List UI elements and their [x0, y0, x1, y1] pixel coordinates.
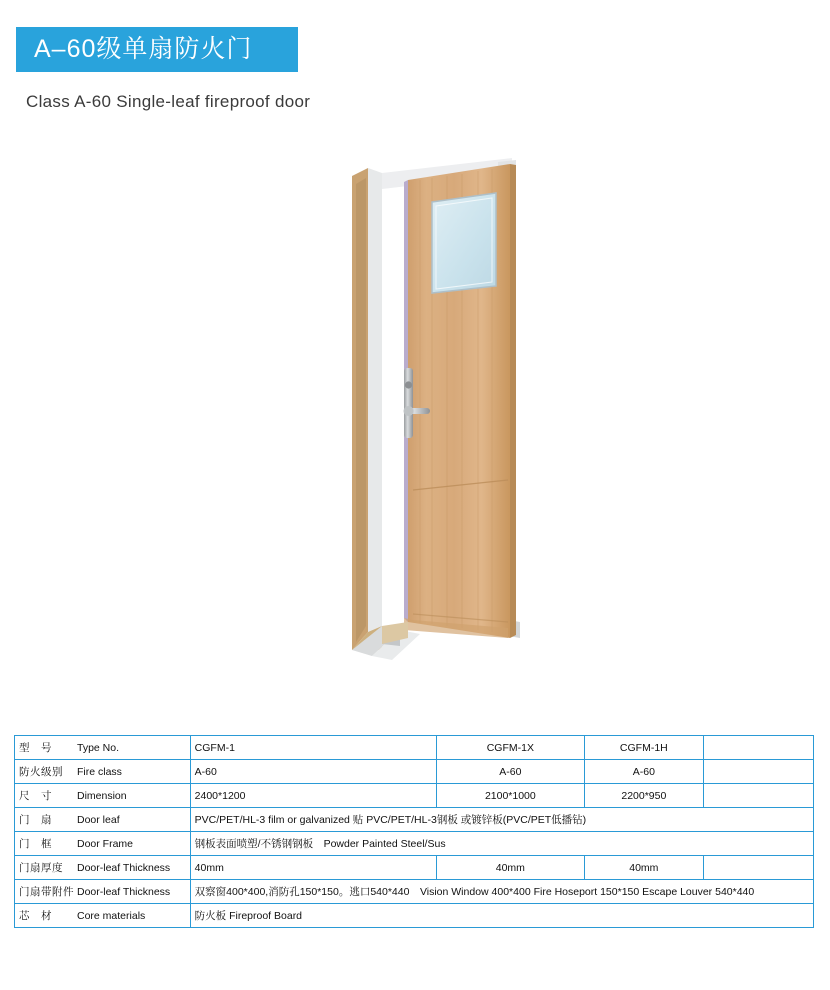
row-label	[15, 856, 191, 880]
row-label-en: Core materials	[77, 910, 146, 922]
cell-value: CGFM-1	[190, 736, 436, 760]
door-frame-left	[352, 168, 382, 650]
row-label-en: Fire class	[77, 766, 122, 778]
row-label	[15, 760, 191, 784]
row-label-cn: 防火级别	[19, 766, 63, 778]
row-label-en: Door-leaf Thickness	[77, 862, 171, 874]
cell-value: 双察窗400*400,消防孔150*150。逃口540*440 Vision Window 400*400 Fire Hoseport 150*150 Escape Louver 540*440	[190, 880, 813, 904]
row-label-en: Door-leaf Thickness	[77, 886, 171, 898]
row-label-cn: 门扇带附件	[19, 886, 74, 898]
cell-value: 40mm	[585, 856, 703, 880]
table-row	[15, 784, 814, 808]
cell-value: 2100*1000	[436, 784, 585, 808]
row-label-cn: 芯 材	[19, 910, 52, 922]
vision-window	[432, 193, 496, 293]
cell-value: 2200*950	[585, 784, 703, 808]
page-title: A–60级单扇防火门	[34, 35, 253, 63]
row-label	[15, 880, 191, 904]
cell-value	[703, 784, 813, 808]
cell-value	[703, 856, 813, 880]
row-label	[15, 808, 191, 832]
table-row	[15, 760, 814, 784]
cell-value: CGFM-1H	[585, 736, 703, 760]
page-subtitle: Class A-60 Single-leaf fireproof door	[26, 92, 311, 111]
cell-value: A-60	[436, 760, 585, 784]
row-label	[15, 904, 191, 928]
row-label-cn: 型 号	[19, 742, 52, 754]
row-label-en: Dimension	[77, 790, 127, 802]
table-row	[15, 856, 814, 880]
table-row	[15, 904, 814, 928]
row-label	[15, 784, 191, 808]
table-row	[15, 808, 814, 832]
cell-value	[703, 760, 813, 784]
table-row	[15, 832, 814, 856]
cell-value	[703, 736, 813, 760]
cell-value: 40mm	[436, 856, 585, 880]
row-label	[15, 736, 191, 760]
row-label-cn: 门扇厚度	[19, 862, 63, 874]
table-row	[15, 736, 814, 760]
row-label-cn: 门 框	[19, 838, 52, 850]
table-row	[15, 880, 814, 904]
cell-value: 防火板 Fireproof Board	[190, 904, 813, 928]
cell-value: CGFM-1X	[436, 736, 585, 760]
cell-value: A-60	[190, 760, 436, 784]
cell-value: 40mm	[190, 856, 436, 880]
cell-value: PVC/PET/HL-3 film or galvanized 贴 PVC/PET/HL-3钢板 或镀锌板(PVC/PET低播钻)	[190, 808, 813, 832]
cell-value: 钢板表面喷塑/不锈钢钢板 Powder Painted Steel/Sus	[190, 832, 813, 856]
row-label-en: Door leaf	[77, 814, 120, 826]
cell-value: 2400*1200	[190, 784, 436, 808]
specification-table	[14, 735, 814, 928]
row-label-cn: 尺 寸	[19, 790, 52, 802]
row-label-cn: 门 扇	[19, 814, 52, 826]
door-illustration	[0, 140, 830, 710]
row-label-en: Type No.	[77, 742, 120, 754]
row-label	[15, 832, 191, 856]
cell-value: A-60	[585, 760, 703, 784]
door-leaf	[404, 164, 517, 638]
row-label-en: Door Frame	[77, 838, 134, 850]
